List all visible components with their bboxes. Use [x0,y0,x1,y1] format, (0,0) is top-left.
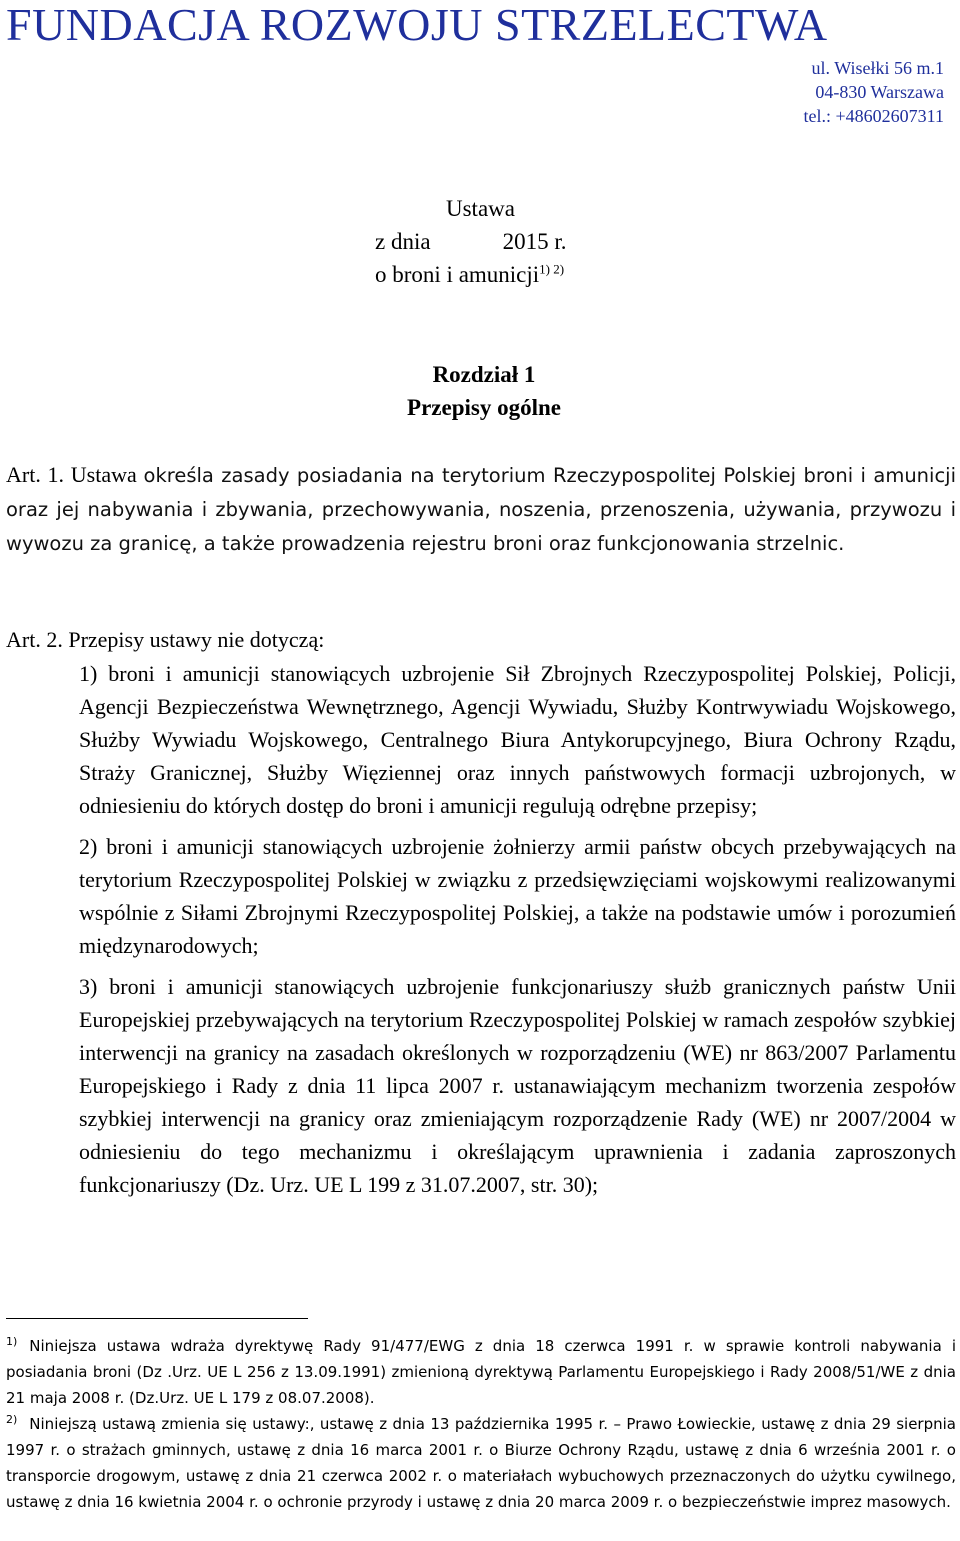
article-1-label: Art. 1. [6,462,65,487]
act-title: Ustawa [446,196,515,221]
article-1-first-word: Ustawa [70,462,137,487]
footnote-mark: 1) [6,1335,18,1348]
address-city: 04-830 Warszawa [815,82,944,102]
organization-name: FUNDACJA ROZWOJU STRZELECTWA [6,0,828,50]
article-2-heading [6,623,324,656]
footnote-mark: 2) [6,1413,18,1426]
list-item: 1) broni i amunicji stanowiących uzbrojenie Sił Zbrojnych Rzeczypospolitej Polskiej, Policji, Agencji Bezpieczeństwa Wewnętrznego, Agencji Wywiadu, Służby Kontrwywiadu Wojskowego, Służby Wywiadu Wojskowego, Centralnego Biura Antykorupcyjnego, Biura Ochrony Rządu, Straży Granicznej, Służby Więziennej oraz innych państwowych formacji uzbrojonych, w odniesieniu do których dostęp do broni i amunicji regulują odrębne przepisy; [79,661,956,818]
act-subject-text: o broni i amunicji [375,262,540,287]
footnotes [6,1333,956,1515]
article-2-intro: Przepisy ustawy nie dotyczą: [68,627,325,652]
chapter-number: Rozdział 1 [432,362,536,387]
act-date [375,225,960,258]
footnote-2 [6,1411,956,1515]
footnote-text: Niniejsza ustawa wdraża dyrektywę Rady 91/477/EWG z dnia 18 czerwca 1991 r. w sprawie kontroli nabywania i posiadania broni (Dz .Urz. UE L 256 z 13.09.1991) zmienioną dyrektywą Parlamentu Europejskiego i Rady 2008/51/WE z dnia 21 maja 2008 r. (Dz.Urz. UE L 179 z 08.07.2008). [6,1337,956,1407]
address-phone: tel.: +48602607311 [803,106,944,126]
article-2-list [79,657,956,1201]
article-2-label: Art. 2. [6,627,63,652]
footnote-1 [6,1333,956,1411]
organization-address [804,56,944,128]
act-heading [0,192,960,291]
address-street: ul. Wisełki 56 m.1 [811,58,944,78]
chapter-title: Przepisy ogólne [407,395,561,420]
act-subject-footnote-refs: 1) 2) [539,261,565,277]
footnote-separator [6,1318,308,1319]
act-date-year: 2015 r. [502,229,567,254]
footnote-text: Niniejszą ustawą zmienia się ustawy:, ustawę z dnia 13 października 1995 r. – Prawo Łowieckie, ustawę z dnia 29 sierpnia 1997 r. o strażach gminnych, ustawę z dnia 16 marca 2001 r. o Biurze Ochrony Rządu, ustawę z dnia 6 września 2001 r. o transporcie drogowym, ustawę z dnia 21 czerwca 2002 r. o materiałach wybuchowych przeznaczonych do użytku cywilnego, ustawę z dnia 16 kwietnia 2004 r. o ochronie przyrody i ustawę z dnia 20 marca 2009 r. o bezpieczeństwie imprez masowych. [6,1415,956,1511]
act-date-prefix: z dnia [375,229,431,254]
article-1-text: określa zasady posiadania na terytorium Rzeczypospolitej Polskiej broni i amunicji oraz jej nabywania i zbywania, przechowywania, noszenia, przenoszenia, używania, przywozu i wywozu za granicę, a także prowadzenia rejestru broni oraz funkcjonowania strzelnic. [6,464,957,555]
list-item: 3) broni i amunicji stanowiących uzbrojenie funkcjonariuszy służb granicznych państw Unii Europejskiej przebywających na terytorium Rzeczypospolitej Polskiej w ramach zespołów szybkiej interwencji na granicy na zasadach określonych w rozporządzeniu (WE) nr 863/2007 Parlamentu Europejskiego i Rady z dnia 11 lipca 2007 r. ustanawiającym mechanizm tworzenia zespołów szybkiej interwencji na granicy oraz zmieniającym rozporządzenie Rady (WE) nr 2007/2004 w odniesieniu do tego mechanizmu i określającym uprawnienia i zadania zaproszonych funkcjonariuszy (Dz. Urz. UE L 199 z 31.07.2007, str. 30); [79,974,956,1197]
list-item: 2) broni i amunicji stanowiących uzbrojenie żołnierzy armii państw obcych przebywających na terytorium Rzeczypospolitej Polskiej w związku z przedsięwzięciami wojskowymi realizowanymi wspólnie z Siłami Zbrojnymi Rzeczypospolitej Polskiej, a także na podstawie umów i porozumień międzynarodowych; [79,834,956,958]
act-subject [375,258,960,291]
chapter-heading [0,358,960,424]
article-1 [6,458,956,560]
